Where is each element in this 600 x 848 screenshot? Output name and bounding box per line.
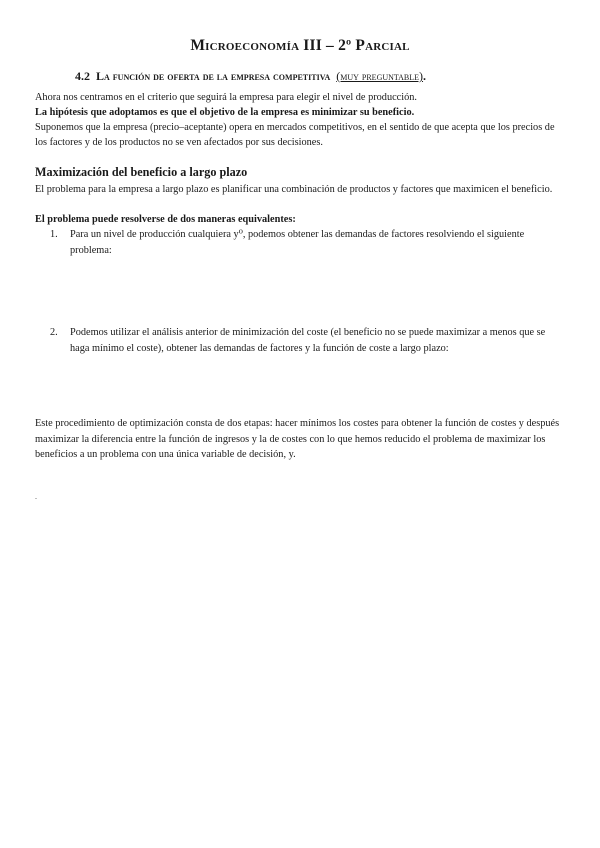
section-number: 4.2 — [75, 69, 90, 83]
list-marker: 1. — [50, 229, 58, 240]
list-item-text: Podemos utilizar el análisis anterior de minimización del coste (el beneficio no se puede maximizar a menos que se haga mínimo el coste), obtener las demandas de factores y la función de coste a largo plazo: — [70, 327, 546, 354]
list-marker: 2. — [50, 327, 58, 338]
intro-assumption: Suponemos que la empresa (precio–aceptante) opera en mercados competitivos, en el sentido de que acepta que los precios de los factores y de los productos no se ven afectados por sus decisiones. — [35, 122, 555, 148]
section-trailing: . — [423, 69, 427, 83]
section-title: La función de oferta de la empresa competitiva — [96, 69, 331, 83]
intro-line-1: Ahora nos centramos en el criterio que seguirá la empresa para elegir el nivel de producción. — [35, 92, 417, 103]
subheading-long-run: Maximización del beneficio a largo plazo — [35, 165, 248, 179]
problem-two-ways: El problema puede resolverse de dos maneras equivalentes: — [35, 214, 296, 225]
intro-hypothesis: La hipótesis que adoptamos es que el objetivo de la empresa es minimizar su beneficio. — [35, 107, 415, 118]
list-item-text: Para un nivel de producción cualquiera y⁰, podemos obtener las demandas de factores resolviendo el siguiente problema: — [70, 229, 525, 256]
section-heading — [75, 69, 426, 84]
section-note: (muy preguntable) — [336, 69, 424, 83]
list-item — [50, 325, 565, 356]
conclusion-paragraph: Este procedimiento de optimización consta de dos etapas: hacer mínimos los costes para obtener la función de costes y después maximizar la diferencia entre la función de ingresos y la de costes con lo que hemos reducido el problema de maximizar los beneficios a un problema con una única variable de decisión, y. — [35, 418, 560, 460]
list-item — [50, 227, 565, 258]
trailing-mark: . — [35, 492, 37, 501]
problem-statement: El problema para la empresa a largo plazo es planificar una combinación de productos y factores que maximicen el beneficio. — [35, 184, 553, 195]
document-title: Microeconomía III – 2º Parcial — [190, 37, 410, 54]
